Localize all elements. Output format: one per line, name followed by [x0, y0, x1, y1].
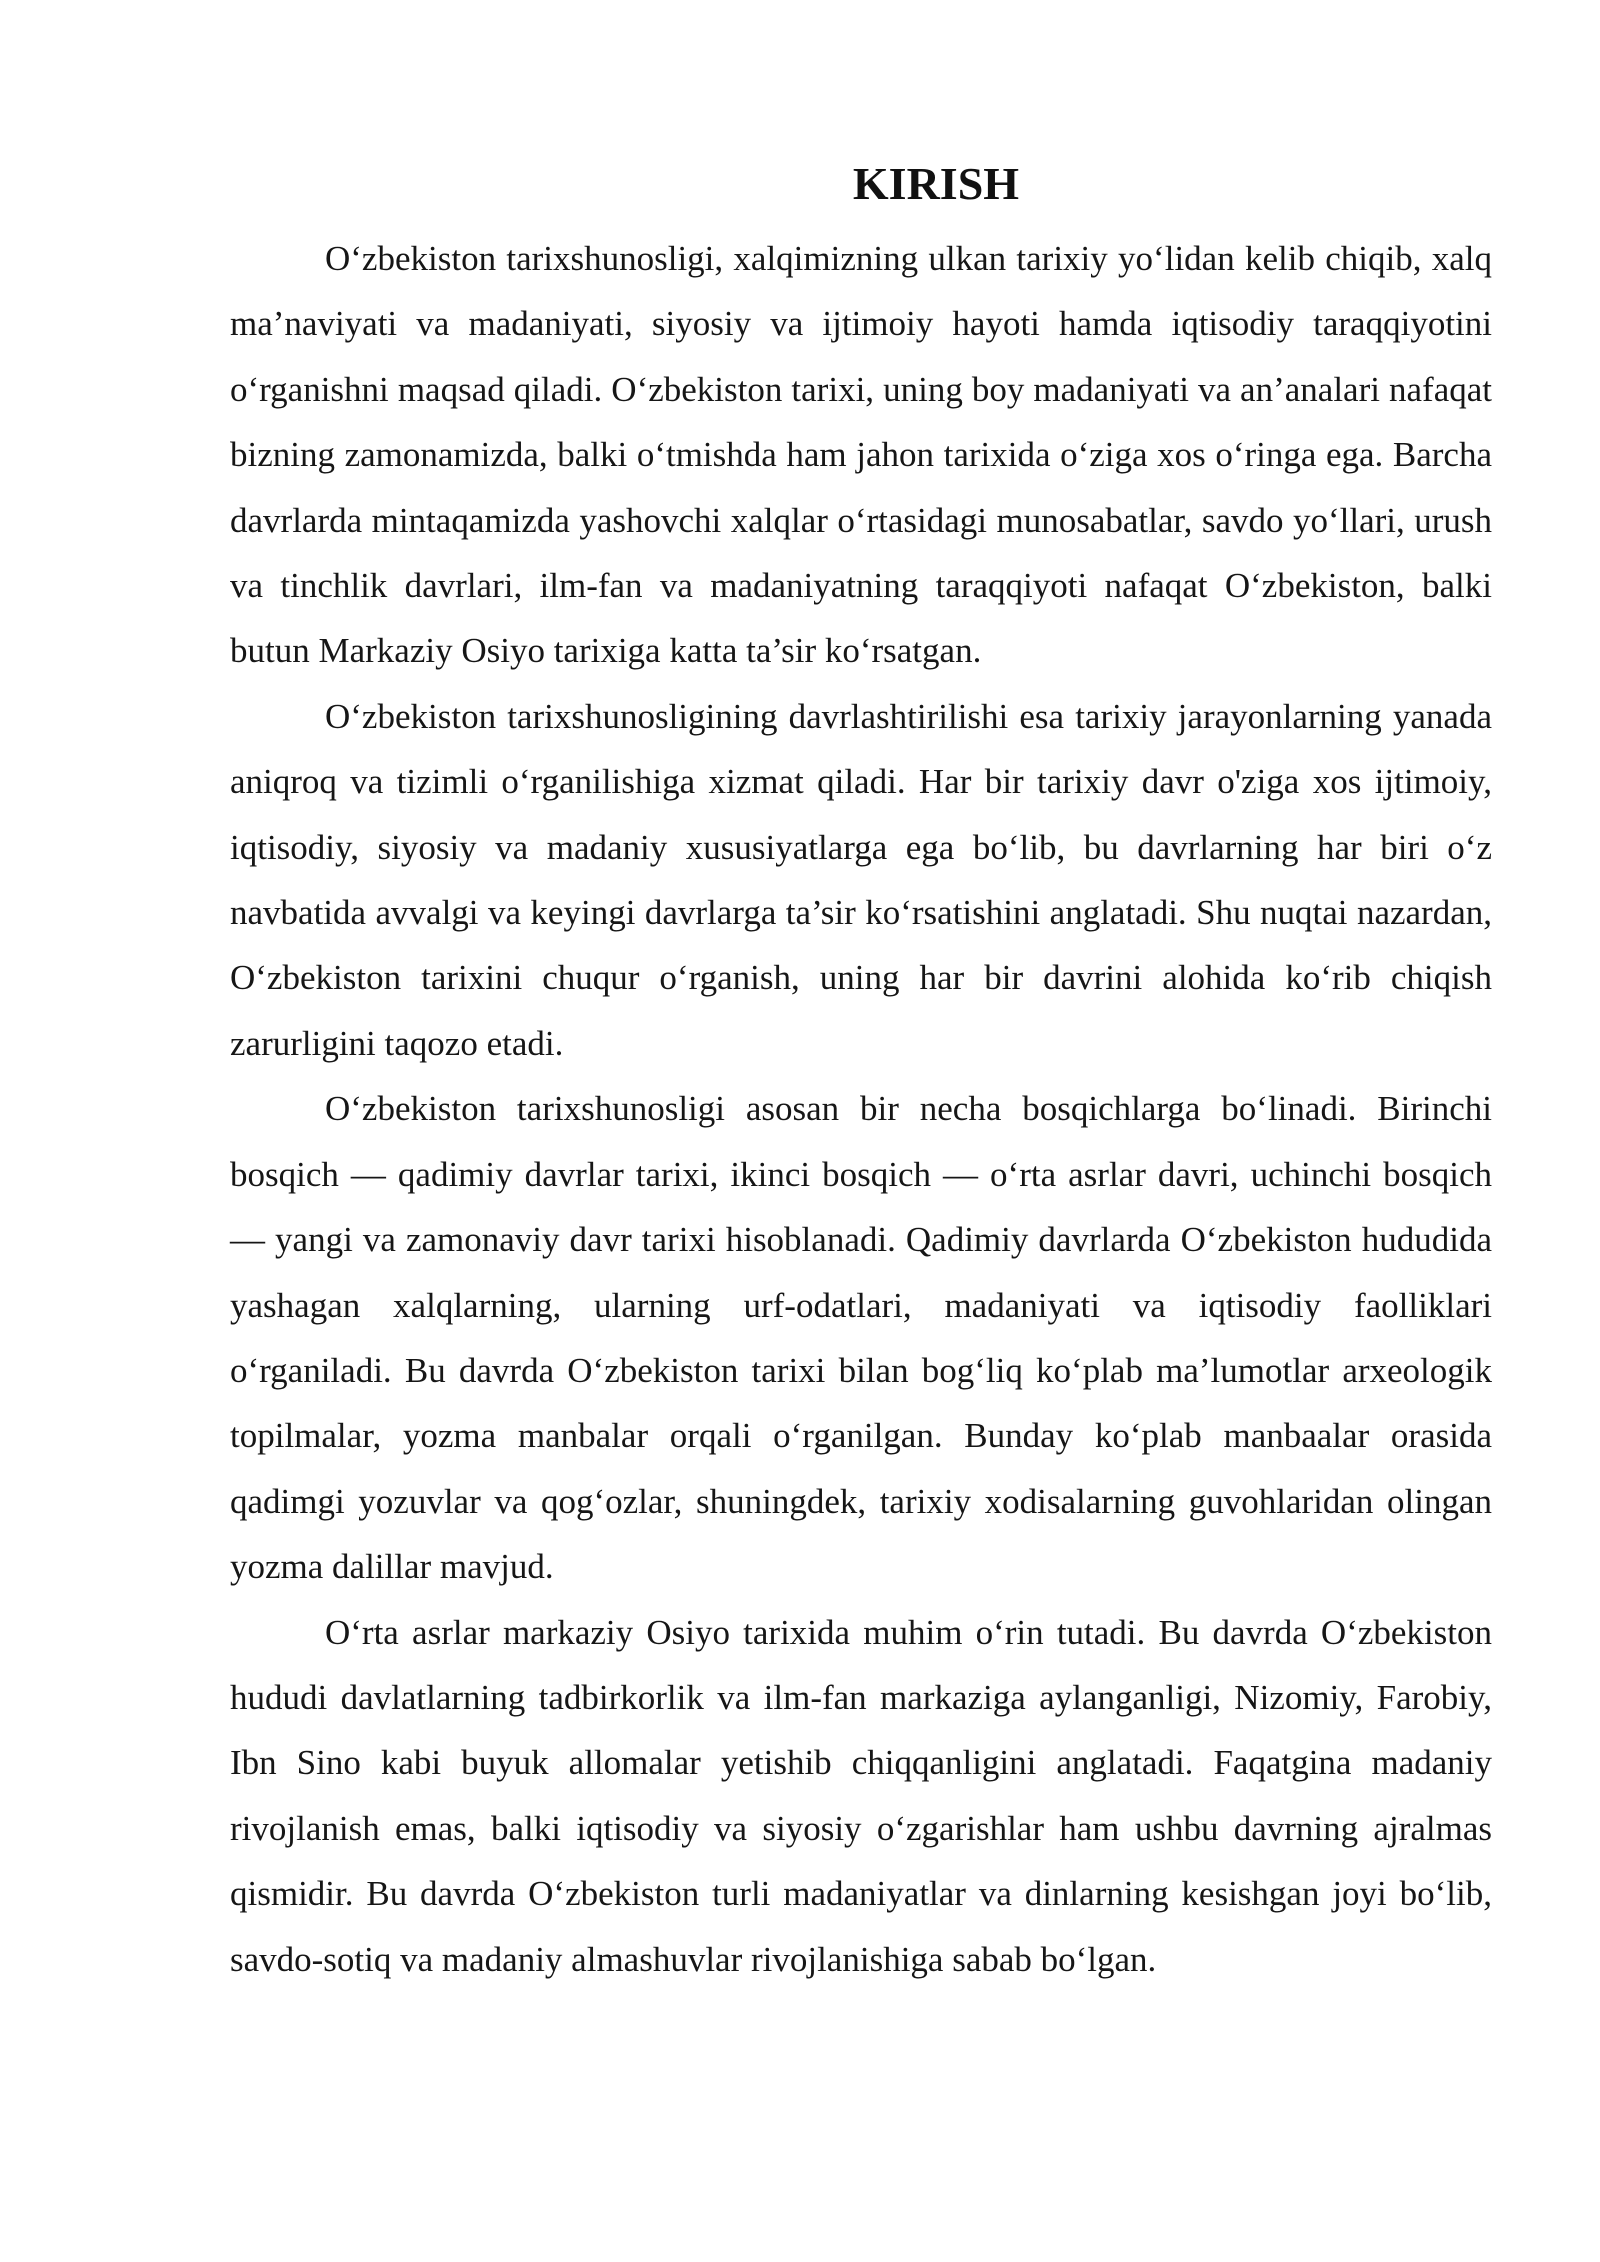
page-title: KIRISH	[852, 158, 1020, 209]
paragraph-3: O‘zbekiston tarixshunosligi asosan bir necha bosqichlarga bo‘linadi. Birinchi bosqich — qadimiy davrlar tarixi, ikinci bosqich — o‘rta asrlar davri, uchinchi bosqich — yangi va zamonaviy davr tarixi hisoblanadi. Qadimiy davrlarda O‘zbekiston hududida yashagan xalqlarning, ularning urf-odatlari, madaniyati va iqtisodiy faolliklari o‘rganiladi. Bu davrda O‘zbekiston tarixi bilan bog‘liq ko‘plab ma’lumotlar arxeologik topilmalar, yozma manbalar orqali o‘rganilgan. Bunday ko‘plab manbaalar orasida qadimgi yozuvlar va qog‘ozlar, shuningdek, tarixiy xodisalarning guvohlaridan olingan yozma dalillar mavjud.	[230, 1089, 1492, 1587]
paragraph-4: O‘rta asrlar markaziy Osiyo tarixida muhim o‘rin tutadi. Bu davrda O‘zbekiston hududi davlatlarning tadbirkorlik va ilm-fan markaziga aylanganligi, Nizomiy, Farobiy, Ibn Sino kabi buyuk allomalar yetishib chiqqanligini anglatadi. Faqatgina madaniy rivojlanish emas, balki iqtisodiy va siyosiy o‘zgarishlar ham ushbu davrning ajralmas qismidir. Bu davrda O‘zbekiston turli madaniyatlar va dinlarning kesishgan joyi bo‘lib, savdo-sotiq va madaniy almashuvlar rivojlanishiga sabab bo‘lgan.	[230, 1612, 1492, 1979]
document-body	[230, 148, 1492, 1992]
paragraph-1: O‘zbekiston tarixshunosligi, xalqimizning ulkan tarixiy yo‘lidan kelib chiqib, xalq ma’naviyati va madaniyati, siyosiy va ijtimoiy hayoti hamda iqtisodiy taraqqiyotini o‘rganishni maqsad qiladi. O‘zbekiston tarixi, uning boy madaniyati va an’analari nafaqat bizning zamonamizda, balki o‘tmishda ham jahon tarixida o‘ziga xos o‘ringa ega. Barcha davrlarda mintaqamizda yashovchi xalqlar o‘rtasidagi munosabatlar, savdo yo‘llari, urush va tinchlik davrlari, ilm-fan va madaniyatning taraqqiyoti nafaqat O‘zbekiston, balki butun Markaziy Osiyo tarixiga katta ta’sir ko‘rsatgan.	[230, 239, 1492, 671]
paragraph-2: O‘zbekiston tarixshunosligining davrlashtirilishi esa tarixiy jarayonlarning yanada aniqroq va tizimli o‘rganilishiga xizmat qiladi. Har bir tarixiy davr o'ziga xos ijtimoiy, iqtisodiy, siyosiy va madaniy xususiyatlarga ega bo‘lib, bu davrlarning har biri o‘z navbatida avvalgi va keyingi davrlarga ta’sir ko‘rsatishini anglatadi. Shu nuqtai nazardan, O‘zbekiston tarixini chuqur o‘rganish, uning har bir davrini alohida ko‘rib chiqish zarurligini taqozo etadi.	[230, 696, 1492, 1063]
